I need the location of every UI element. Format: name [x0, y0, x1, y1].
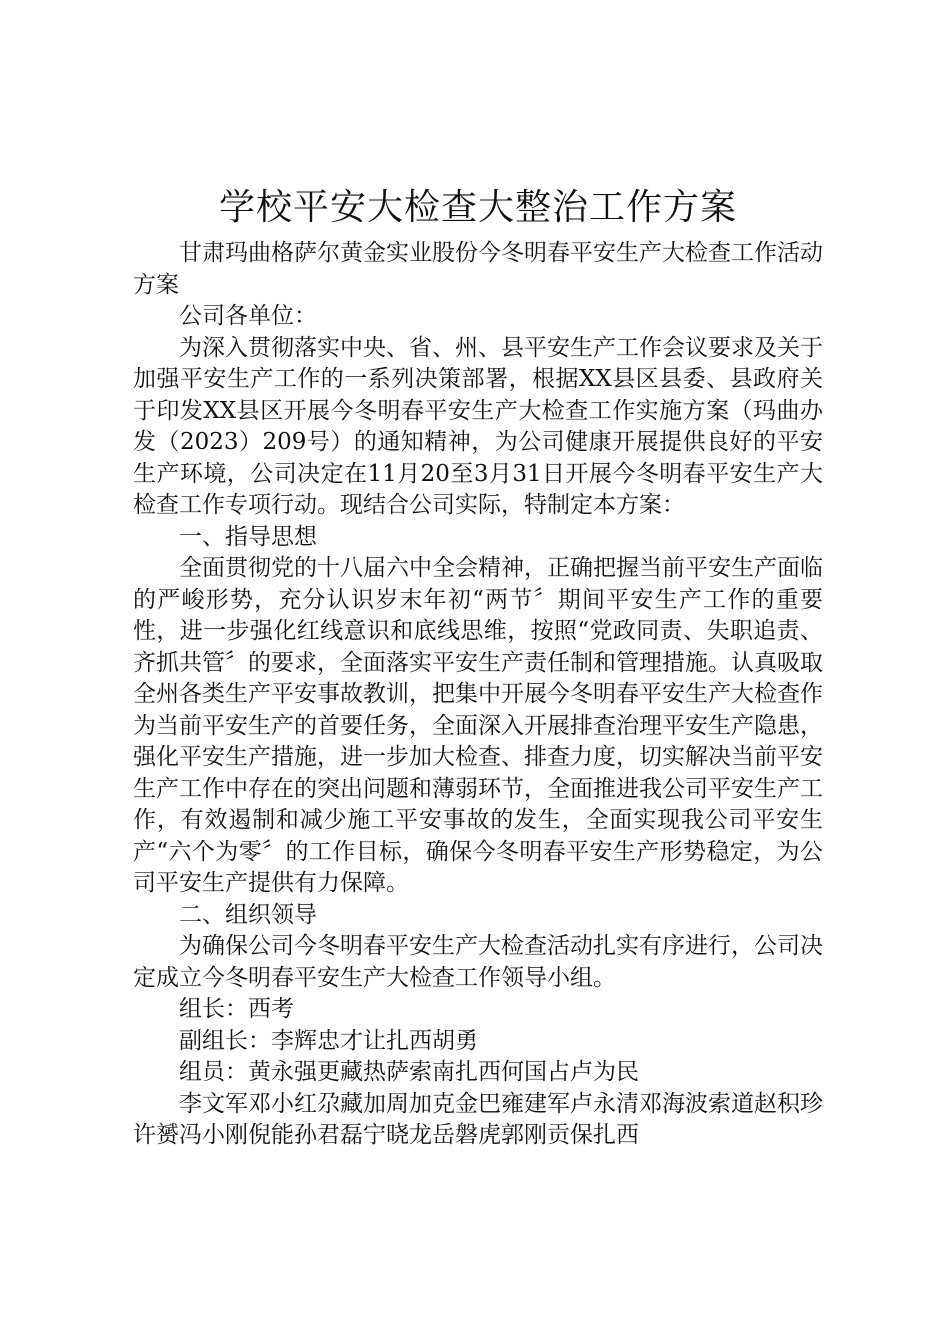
paragraph-organization: 为确保公司今冬明春平安生产大检查活动扎实有序进行，公司决定成立今冬明春平安生产大检查工作领导小组。	[133, 933, 823, 991]
paragraph-heading-line: 甘肃玛曲格萨尔黄金实业股份今冬明春平安生产大检查工作活动方案	[133, 240, 823, 298]
document-title: 学校平安大检查大整治工作方案	[218, 187, 737, 228]
paragraph-group-leader: 组长：西考	[179, 996, 294, 1022]
section-heading-guiding-thought: 一、指导思想	[179, 523, 317, 550]
paragraph-members: 组员：黄永强更藏热萨索南扎西何国占卢为民	[179, 1059, 639, 1085]
paragraph-intro: 为深入贯彻落实中央、省、州、县平安生产工作会议要求及关于加强平安生产工作的一系列决策部署，根据XX县区县委、县政府关于印发XX县区开展今冬明春平安生产大检查工作实施方案（玛曲办发（2023）209号）的通知精神，为公司健康开展提供良好的平安生产环境，公司决定在11月20至3月31日开展今冬明春平安生产大检查工作专项行动。现结合公司实际，特制定本方案：	[133, 334, 823, 518]
paragraph-deputy-leader: 副组长：李辉忠才让扎西胡勇	[179, 1027, 478, 1054]
section-heading-organization: 二、组织领导	[179, 901, 317, 928]
document-page	[133, 178, 823, 1152]
document-body	[133, 238, 823, 1152]
paragraph-salutation: 公司各单位：	[179, 303, 317, 329]
paragraph-members-list: 李文军邓小红尕藏加周加克金巴雍建军卢永清邓海波索道赵积珍许赟冯小刚倪能孙君磊宁晓龙岳磐虎郭刚贡保扎西	[133, 1090, 823, 1148]
paragraph-guiding-thought: 全面贯彻党的十八届六中全会精神，正确把握当前平安生产面临的严峻形势，充分认识岁末年初“两节〞期间平安生产工作的重要性，进一步强化红线意识和底线思维，按照“党政同责、失职追责、齐抓共管〞的要求，全面落实平安生产责任制和管理措施。认真吸取全州各类生产平安事故教训，把集中开展今冬明春平安生产大检查作为当前平安生产的首要任务，全面深入开展排查治理平安生产隐患，强化平安生产措施，进一步加大检查、排查力度，切实解决当前平安生产工作中存在的突出问题和薄弱环节，全面推进我公司平安生产工作，有效遏制和减少施工平安事故的发生，全面实现我公司平安生产“六个为零〞的工作目标，确保今冬明春平安生产形势稳定，为公司平安生产提供有力保障。	[133, 555, 823, 896]
